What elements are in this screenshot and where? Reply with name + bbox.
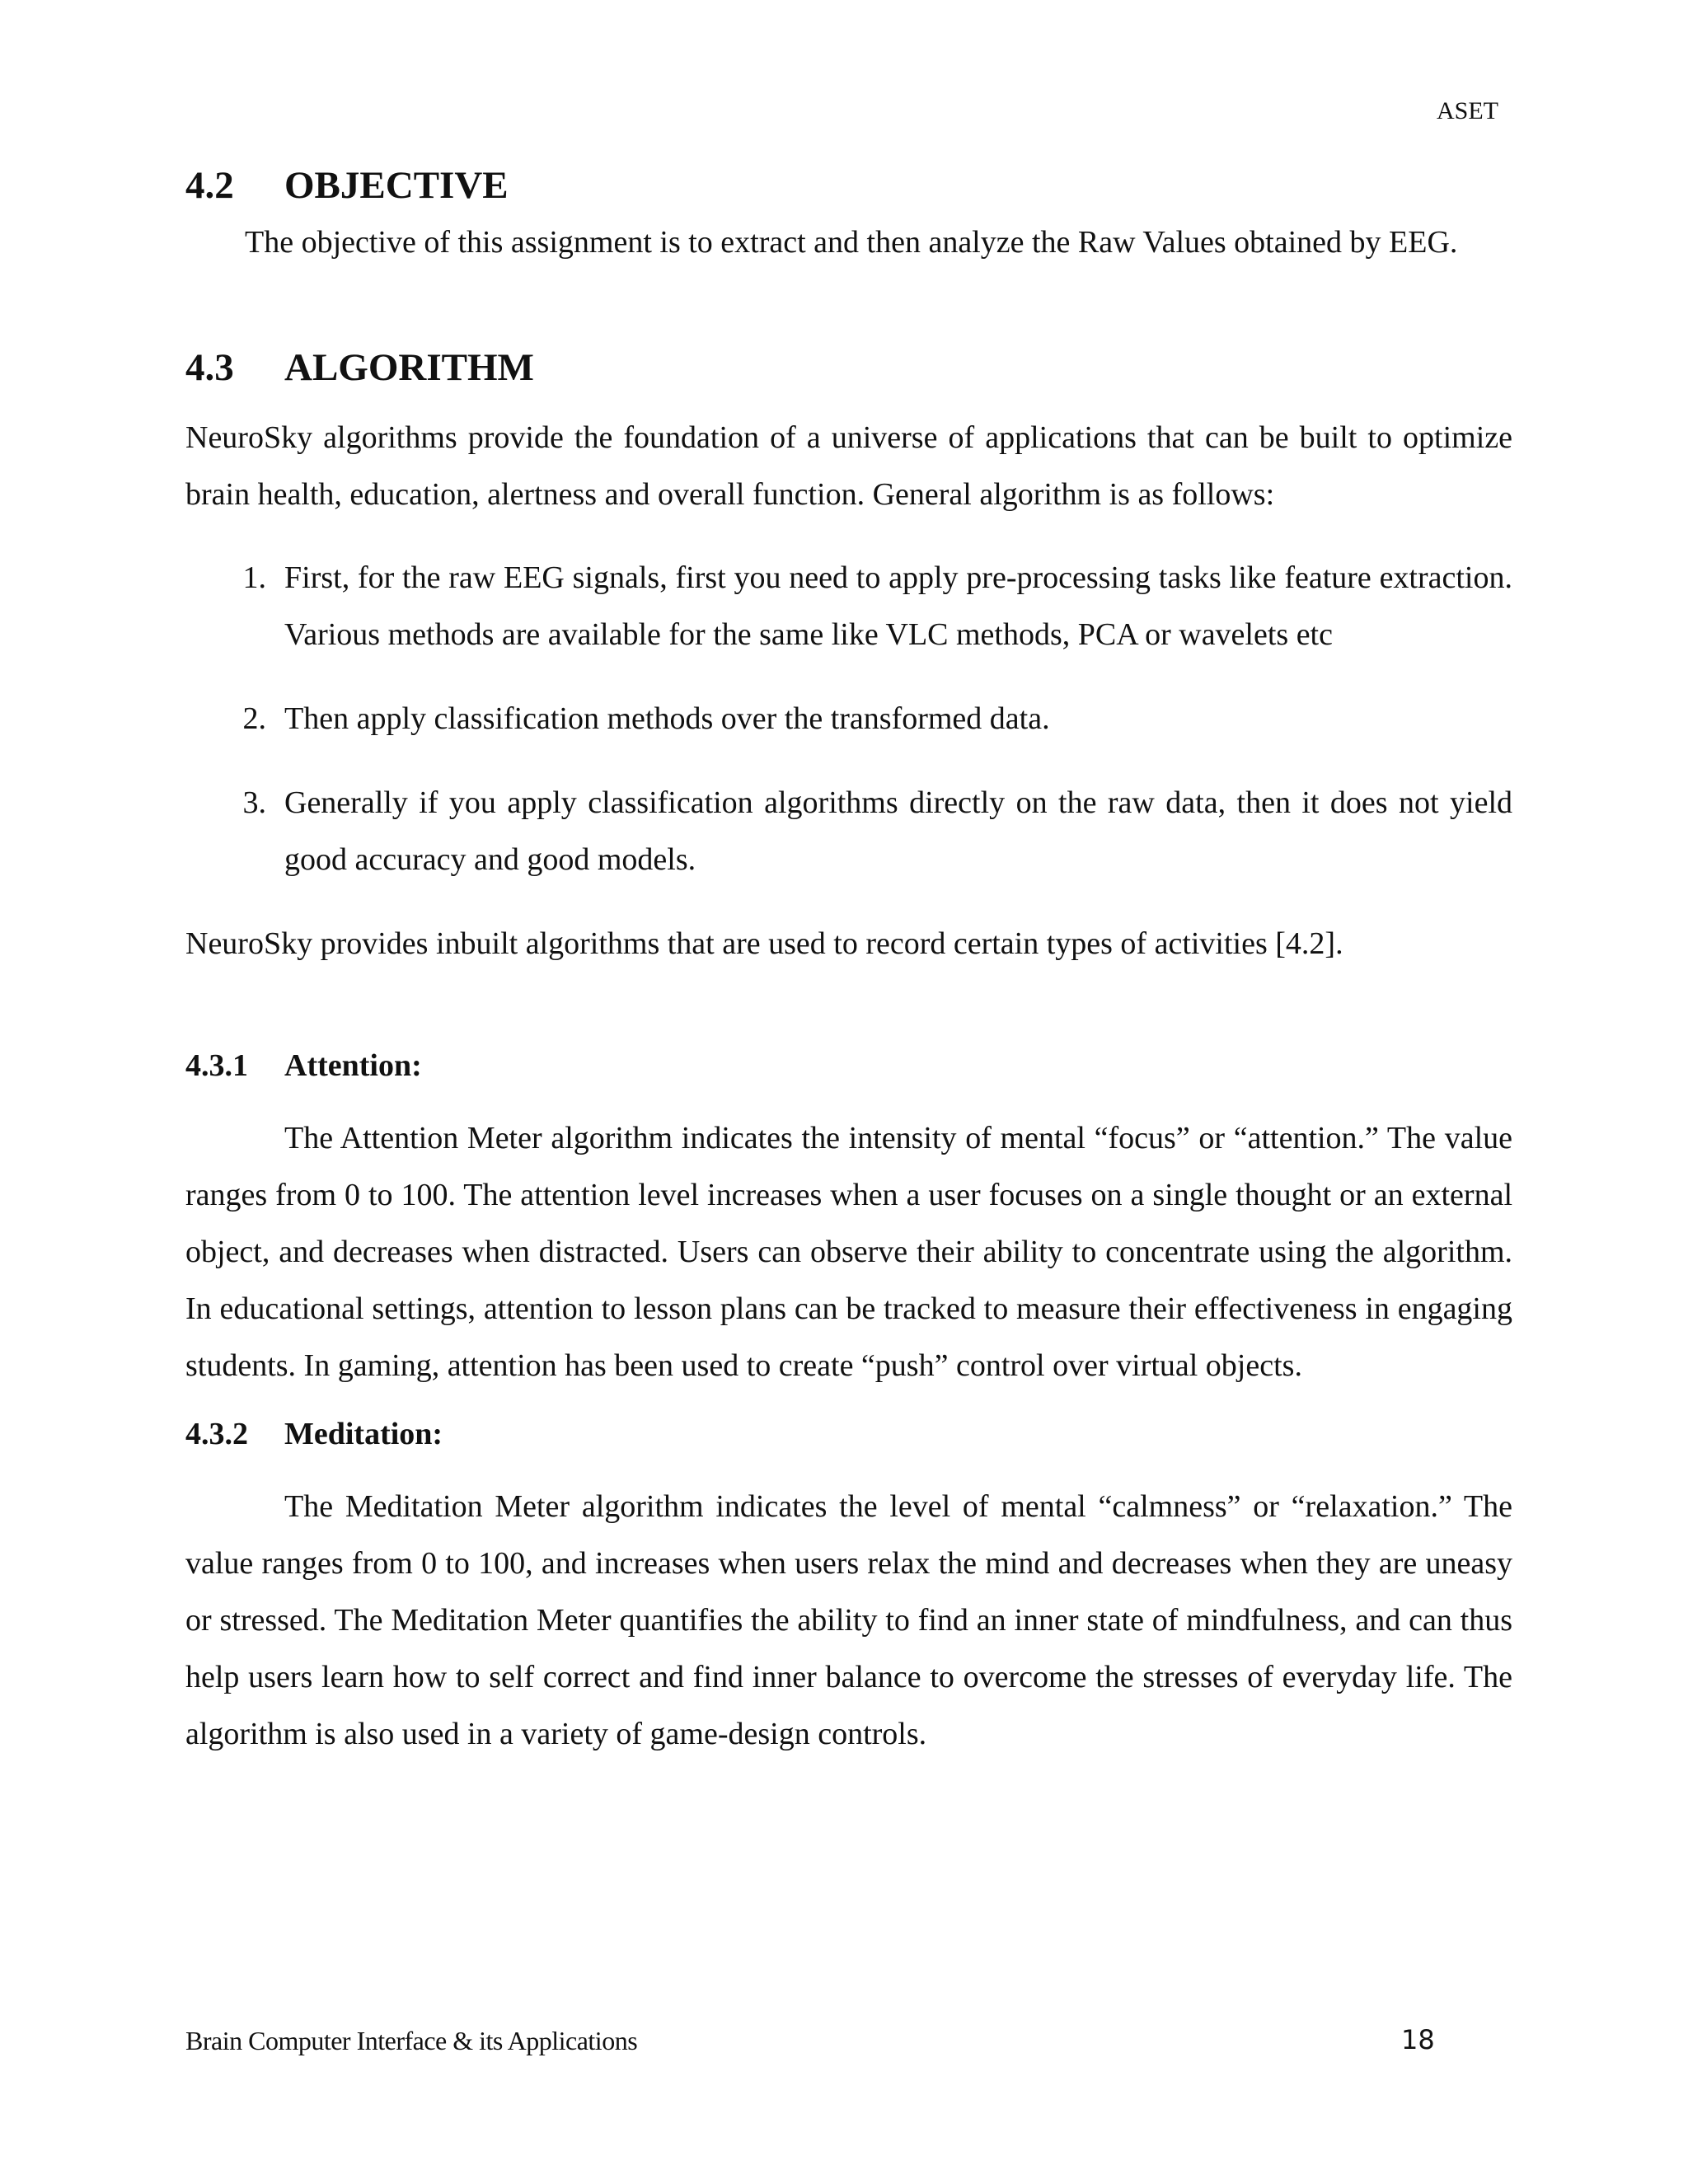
algorithm-closing: NeuroSky provides inbuilt algorithms that are used to record certain types of activities [4.2]. [185,926,1343,961]
objective-paragraph: The objective of this assignment is to extract and then analyze the Raw Values obtained by EEG. [245,225,1458,260]
list-item-text: Generally if you apply classification algorithms directly on the raw data, then it does not yield good accuracy and good models. [284,785,1512,877]
section-title: OBJECTIVE [284,164,509,207]
list-marker: 2. [242,701,266,736]
list-marker: 1. [242,560,266,595]
section-title: ALGORITHM [284,346,534,389]
algorithm-steps-list [185,550,1512,888]
list-item [185,691,1512,748]
footer-title: Brain Computer Interface & its Applications [185,2026,638,2055]
attention-paragraph: The Attention Meter algorithm indicates the intensity of mental “focus” or “attention.” The value ranges from 0 to 100. The attention level increases when a user focuses on a single thought or an external object, and decreases when distracted. Users can observe their ability to concentrate using the algorithm. In educational settings, attention to lesson plans can be tracked to measure their effectiveness in engaging students. In gaming, attention has been used to create “push” control over virtual objects. [185,1121,1512,1383]
section-number: 4.2 [185,164,234,207]
subsection-number: 4.3.1 [185,1048,248,1083]
page-content [185,157,1512,1763]
subsection-heading-meditation [185,1409,1512,1459]
section-number: 4.3 [185,346,234,389]
subsection-title: Attention: [284,1048,422,1083]
page-number: 18 [1401,2024,1435,2055]
subsection-number: 4.3.2 [185,1417,248,1451]
list-item-text: First, for the raw EEG signals, first you need to apply pre-processing tasks like feature extraction. Various methods are available for the same like VLC methods, PCA or wavelets etc [284,560,1512,652]
list-item-text: Then apply classification methods over the transformed data. [284,701,1050,736]
section-heading-objective [185,157,1512,214]
running-header: ASET [1437,97,1498,124]
list-item [185,550,1512,663]
list-marker: 3. [242,785,266,820]
subsection-title: Meditation: [284,1417,443,1451]
list-item [185,775,1512,888]
algorithm-intro: NeuroSky algorithms provide the foundation of a universe of applications that can be built to optimize brain health, education, alertness and overall function. General algorithm is as follows: [185,420,1512,512]
subsection-heading-attention [185,1041,1512,1090]
section-heading-algorithm [185,339,1512,396]
meditation-paragraph: The Meditation Meter algorithm indicates the level of mental “calmness” or “relaxation.” The value ranges from 0 to 100, and increases when users relax the mind and decreases when they are uneasy or stressed. The Meditation Meter quantifies the ability to find an inner state of mindfulness, and can thus help users learn how to self correct and find inner balance to overcome the stresses of everyday life. The algorithm is also used in a variety of game-design controls. [185,1489,1512,1751]
